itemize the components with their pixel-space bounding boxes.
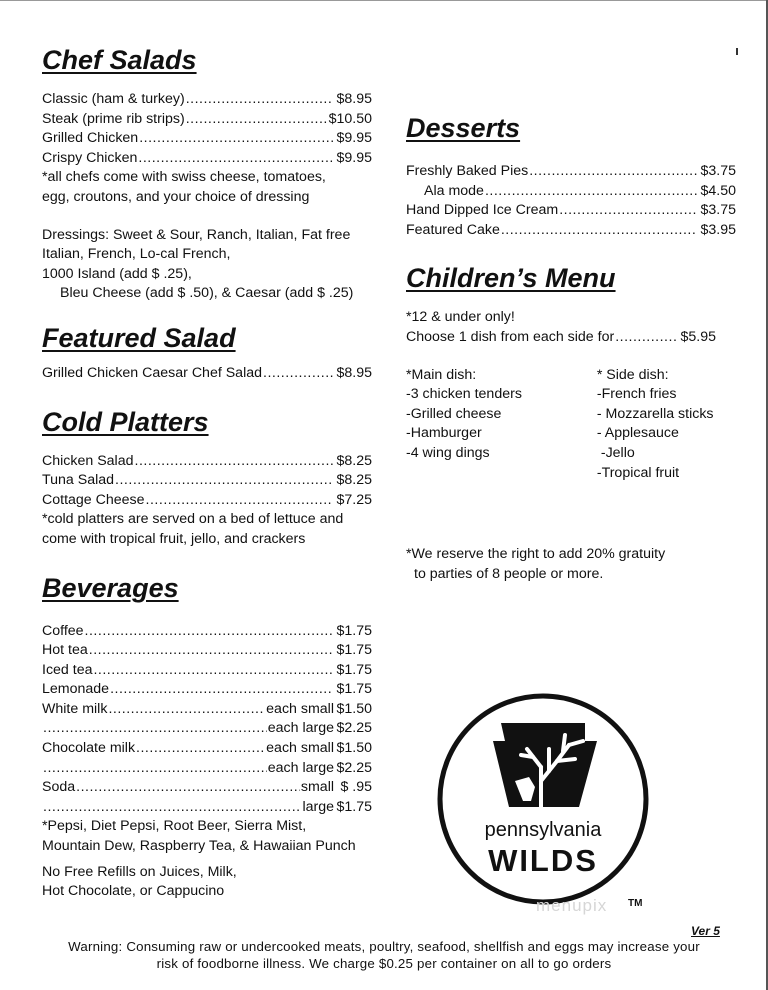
menu-item: [42, 641, 372, 661]
desserts-heading: Desserts: [406, 113, 521, 143]
item-name: Classic (ham & turkey): [42, 91, 185, 107]
refills-note: No Free Refills on Juices, Milk,: [42, 863, 237, 880]
item-name: Steak (prime rib strips): [42, 110, 185, 127]
item-price: $1.75: [336, 798, 372, 815]
item-name: Hand Dipped Ice Cream: [406, 202, 559, 219]
side-dish-header: * Side dish:: [596, 366, 669, 383]
list-item: -Hamburger: [406, 425, 482, 442]
item-name: Coffee: [42, 622, 84, 639]
menu-item: [42, 778, 372, 798]
warning-line: risk of foodborne illness. We charge $0.25 per container on all to go orders: [156, 955, 612, 971]
menu-item: [42, 759, 372, 779]
main-dish-header: *Main dish:: [406, 366, 477, 383]
menu-item: [42, 719, 372, 739]
childrens-age-note: *12 & under only!: [406, 309, 515, 326]
chef-salads-heading: Chef Salads: [42, 45, 197, 75]
menu-item: [42, 739, 372, 759]
item-name: Featured Cake: [406, 221, 500, 238]
item-price: $3.75: [700, 163, 736, 179]
featured-salad-heading: Featured Salad: [42, 322, 236, 353]
item-price: $1.75: [336, 681, 372, 698]
side-dish-list: [597, 366, 736, 484]
item-name: Chicken Salad: [42, 452, 134, 469]
item-name: Tuna Salad: [42, 472, 115, 489]
childrens-price: $5.95: [680, 328, 716, 345]
menu-item: [406, 162, 736, 182]
item-price: $3.95: [700, 221, 736, 238]
menu-item: [42, 471, 372, 491]
list-item: -Jello: [600, 444, 635, 461]
menu-item: [406, 182, 736, 202]
cold-platters-heading: Cold Platters: [42, 406, 209, 437]
item-price: $1.75: [336, 661, 372, 678]
item-price: $9.95: [336, 149, 372, 166]
item-price: $9.95: [336, 130, 372, 147]
item-name: Chocolate milk: [42, 740, 136, 757]
item-price: $1.75: [336, 622, 372, 639]
item-price: $ .95: [340, 779, 372, 796]
menu-item: [42, 90, 372, 110]
item-name: Soda: [42, 779, 76, 796]
menu-item: [42, 622, 372, 642]
list-item: -3 chicken tenders: [406, 386, 522, 403]
list-item: - Applesauce: [596, 425, 679, 442]
menu-item: [42, 680, 372, 700]
dressings-line: 1000 Island (add $ .25),: [42, 265, 192, 282]
watermark: menupix: [536, 896, 608, 915]
menu-item: [42, 110, 372, 130]
childrens-menu-heading: Children’s Menu: [406, 263, 616, 294]
gratuity-note: to parties of 8 people or more.: [414, 565, 604, 582]
list-item: -Grilled cheese: [406, 405, 502, 422]
item-price: $2.25: [336, 759, 372, 776]
list-item: -French fries: [596, 386, 677, 403]
trademark-mark: TM: [628, 898, 643, 909]
item-price: $3.75: [700, 202, 736, 219]
main-dish-list: [406, 366, 597, 484]
dressings-line: Bleu Cheese (add $ .50), & Caesar (add $ .25): [60, 285, 354, 302]
item-size: each large: [267, 759, 334, 776]
beverages-note: *Pepsi, Diet Pepsi, Root Beer, Sierra Mist,: [42, 818, 307, 835]
scan-mark: [736, 48, 738, 55]
item-name: Freshly Baked Pies: [406, 163, 529, 179]
beverages-note: Mountain Dew, Raspberry Tea, & Hawaiian Punch: [42, 838, 356, 855]
item-size: small: [300, 779, 334, 796]
version-label: Ver 5: [691, 924, 720, 938]
chef-salads-note: egg, croutons, and your choice of dressing: [42, 188, 310, 205]
item-price: $4.50: [700, 182, 736, 199]
beverages-heading: Beverages: [42, 572, 179, 603]
list-item: - Mozzarella sticks: [596, 405, 714, 422]
menu-item: [42, 661, 372, 681]
menu-item: [406, 221, 736, 241]
menu-item: [42, 149, 372, 169]
keystone-icon: [493, 723, 597, 807]
menu-item: [42, 700, 372, 720]
item-name: White milk: [42, 700, 108, 717]
item-name: Grilled Chicken: [42, 130, 139, 147]
chef-salads-note: *all chefs come with swiss cheese, tomatoes,: [42, 169, 326, 186]
logo-text-line1: pennsylvania: [484, 819, 602, 841]
item-name: Ala mode: [424, 182, 484, 199]
item-name: Iced tea: [42, 661, 93, 678]
gratuity-note: *We reserve the right to add 20% gratuity: [406, 546, 666, 563]
item-price: $1.50: [336, 700, 372, 717]
menu-item: [42, 129, 372, 149]
right-column: [406, 108, 736, 584]
childrens-price-line: Choose 1 dish from each side for ..... $5.95: [406, 328, 716, 348]
left-column: [42, 40, 372, 902]
page-top-edge: [0, 0, 768, 1]
warning-line: Warning: Consuming raw or undercooked meats, poultry, seafood, shellfish and eggs may increase your: [68, 939, 700, 954]
item-price: $10.50: [328, 110, 372, 127]
item-size: each small: [266, 700, 334, 717]
item-size: each small: [266, 740, 334, 757]
childrens-dish-columns: [406, 366, 736, 484]
cold-platters-note: come with tropical fruit, jello, and crackers: [42, 530, 306, 547]
item-name: Cottage Cheese: [42, 491, 145, 508]
dressings-line: Italian, French, Lo-cal French,: [42, 246, 231, 263]
menu-item: [42, 452, 372, 472]
cold-platters-note: *cold platters are served on a bed of lettuce and: [42, 511, 344, 528]
menu-item: [406, 201, 736, 221]
list-item: -Tropical fruit: [596, 464, 680, 481]
item-price: $8.25: [336, 452, 372, 469]
menu-item: [42, 491, 372, 511]
dressings-line: Dressings: Sweet & Sour, Ranch, Italian, Fat free: [42, 226, 351, 243]
item-price: $8.25: [336, 472, 372, 489]
item-price: $7.25: [336, 491, 372, 508]
item-name: Crispy Chicken: [42, 149, 138, 166]
refills-note: Hot Chocolate, or Cappucino: [42, 883, 225, 900]
menu-item: [42, 798, 372, 818]
item-size: each large: [267, 720, 334, 737]
item-price: $1.50: [336, 740, 372, 757]
item-price: $2.25: [336, 720, 372, 737]
item-name: Grilled Chicken Caesar Chef Salad: [42, 364, 263, 381]
item-size: large: [302, 798, 334, 815]
list-item: -4 wing dings: [406, 444, 490, 461]
menu-item: [42, 364, 372, 384]
food-warning: [36, 939, 732, 972]
item-price: $1.75: [336, 642, 372, 659]
item-price: $8.95: [336, 91, 372, 107]
item-name: Hot tea: [42, 642, 88, 659]
item-price: $8.95: [336, 364, 372, 381]
pennsylvania-wilds-logo: [437, 689, 649, 911]
item-name: Lemonade: [42, 681, 110, 698]
logo-text-line2: WILDS: [488, 843, 598, 878]
